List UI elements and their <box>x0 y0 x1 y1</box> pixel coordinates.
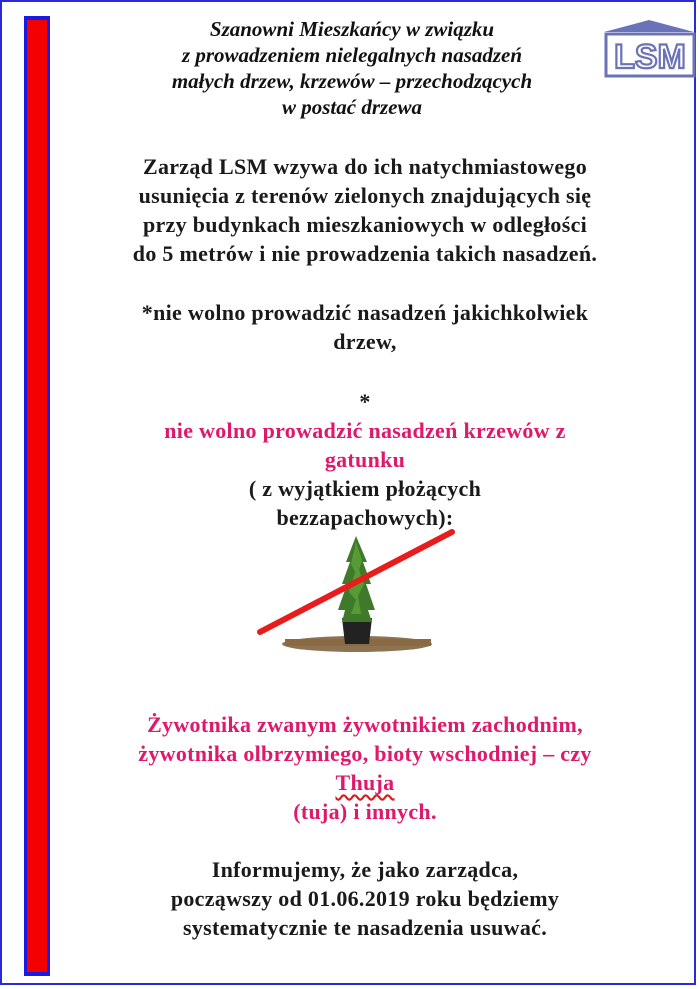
paragraph-line: przy budynkach mieszkaniowych w odległości <box>142 212 588 237</box>
paragraph-line: do 5 metrów i nie prowadzenia takich nasadzeń. <box>132 241 598 266</box>
header-line: w postać drzewa <box>281 95 422 119</box>
thuja-word: Thuja <box>335 770 395 795</box>
paragraph-line: żywotnika olbrzymiego, bioty wschodniej – czy <box>138 741 592 766</box>
paragraph-line <box>60 445 670 503</box>
paragraph-line <box>60 387 670 445</box>
logo-text: LSM <box>614 38 686 76</box>
paragraph-line: drzew, <box>333 329 397 354</box>
paragraph-line <box>60 768 670 826</box>
paragraph-line: Zarząd LSM wzywa do ich natychmiastowego <box>142 154 588 179</box>
paragraph-line: Żywotnika zwanym żywotnikiem zachodnim, <box>147 712 583 737</box>
paragraph-line: bezzapachowych): <box>276 505 454 530</box>
notice-header <box>80 16 624 120</box>
pink-text: nie wolno prowadzić nasadzeń krzewów z <box>164 418 566 443</box>
paragraph-line: Informujemy, że jako zarządca, <box>211 857 519 882</box>
pink-text: gatunku <box>324 447 406 472</box>
paragraph-line: *nie wolno prowadzić nasadzeń jakichkolwiek <box>141 300 589 325</box>
no-shrubs-paragraph <box>60 387 670 532</box>
header-line: z prowadzeniem nielegalnych nasadzeń <box>181 43 523 67</box>
pink-text: (tuja) i innych. <box>293 799 437 824</box>
header-line: Szanowni Mieszkańcy w związku <box>209 17 495 41</box>
paragraph-line: systematycznie te nasadzenia usuwać. <box>183 915 547 940</box>
removal-request-paragraph <box>60 152 670 268</box>
red-side-bar <box>24 16 50 976</box>
paragraph-line: począwszy od 01.06.2019 roku będziemy <box>170 886 560 911</box>
enforcement-paragraph <box>60 855 670 942</box>
crossed-thuja-illustration <box>252 522 462 657</box>
dark-text: ( z wyjątkiem płożących <box>248 476 482 501</box>
no-trees-paragraph <box>60 298 670 356</box>
header-line: małych drzew, krzewów – przechodzących <box>171 69 533 93</box>
paragraph-line: usunięcia z terenów zielonych znajdujących się <box>138 183 592 208</box>
species-list-paragraph <box>60 710 670 826</box>
bullet-star: * <box>359 389 371 414</box>
